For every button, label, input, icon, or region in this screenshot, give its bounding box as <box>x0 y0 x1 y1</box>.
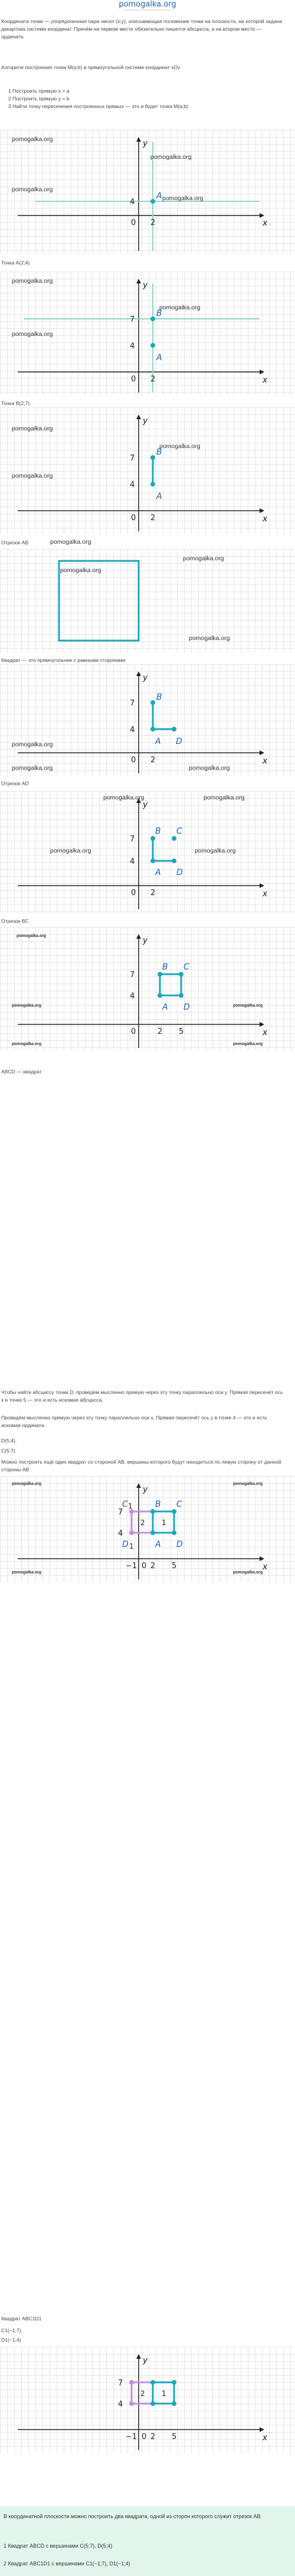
algorithm-steps <box>8 87 256 110</box>
svg-text:y: y <box>143 936 148 945</box>
watermark: pomogalka.org <box>12 277 53 285</box>
svg-text:D: D <box>176 737 182 746</box>
svg-text:x: x <box>263 756 268 766</box>
svg-text:x: x <box>263 889 268 899</box>
svg-text:2: 2 <box>150 514 156 523</box>
svg-text:B: B <box>156 448 162 457</box>
watermark: pomogalka.org <box>50 538 91 546</box>
step-3: 3 Найти точку пересечения построенных прямых — это и будет точка M(a;b) <box>8 103 189 109</box>
summary-item-2: 2 Квадрат ABC1D1 с вершинами C1(−1;7), D1(−1;4) <box>4 2561 130 2567</box>
svg-text:−1: −1 <box>126 1562 137 1571</box>
figure-two-squares <box>0 1476 295 1582</box>
watermark: pomogalka.org <box>12 425 53 432</box>
svg-text:4: 4 <box>130 726 135 734</box>
svg-text:B: B <box>155 1500 161 1509</box>
watermark: pomogalka.org <box>233 1004 263 1008</box>
watermark: pomogalka.org <box>195 847 236 854</box>
svg-text:D: D <box>122 1540 129 1549</box>
svg-text:4: 4 <box>130 857 135 866</box>
svg-text:2: 2 <box>150 218 156 227</box>
title-underline <box>124 9 171 11</box>
watermark: pomogalka.org <box>12 186 53 193</box>
watermark: pomogalka.org <box>189 765 230 772</box>
svg-text:x: x <box>263 218 268 228</box>
svg-text:2: 2 <box>150 375 156 384</box>
watermark: pomogalka.org <box>159 443 201 450</box>
svg-text:4: 4 <box>130 481 135 489</box>
svg-text:2: 2 <box>140 1519 145 1527</box>
point-c-coords: C(5;7) <box>1 1448 15 1454</box>
figure-point-a <box>0 130 295 254</box>
watermark: pomogalka.org <box>12 1042 42 1046</box>
svg-text:A: A <box>156 492 162 501</box>
svg-text:2: 2 <box>150 1562 156 1571</box>
svg-text:A: A <box>155 737 161 746</box>
svg-text:1: 1 <box>128 1502 133 1510</box>
svg-text:A: A <box>156 353 162 363</box>
algorithm-heading: Алгоритм построения точки M(a;b) в прямоугольной системе координат xOy <box>1 64 181 70</box>
watermark: pomogalka.org <box>60 567 101 574</box>
intro-paragraph: Координата точки — упорядоченная пара чисел (x;y), описывающая положение точки на плоскости, на которой задана декартова система координат. Причём на первом месте обязательно пишется абсцисса, а на втором месте — ордината. <box>1 18 283 40</box>
point-d1-coords: D1(−1;4) <box>1 2337 21 2343</box>
svg-text:2: 2 <box>150 2433 156 2441</box>
watermark: pomogalka.org <box>12 136 53 143</box>
point-c1-coords: C1(−1;7). <box>1 2327 23 2333</box>
summary-item-1: 1 Квадрат ABCD с вершинами C(5;7), D(5;4) <box>4 2543 113 2549</box>
svg-text:D: D <box>176 1540 183 1549</box>
svg-text:7: 7 <box>118 1508 123 1517</box>
svg-text:7: 7 <box>118 2379 123 2388</box>
svg-text:C: C <box>176 1500 182 1509</box>
svg-text:4: 4 <box>130 992 135 1001</box>
svg-text:1: 1 <box>162 1519 166 1527</box>
point-d-coords: D(5;4). <box>1 1438 17 1444</box>
watermark: pomogalka.org <box>150 154 192 161</box>
watermark: pomogalka.org <box>159 304 201 311</box>
svg-text:0: 0 <box>131 514 136 523</box>
summary-intro: В координатной плоскости можно построить два квадрата, одной из сторон которого служит отрезок AB. <box>4 2513 262 2519</box>
svg-text:y: y <box>143 800 148 809</box>
figure-segment-bc <box>0 791 295 912</box>
watermark: pomogalka.org <box>233 1482 263 1486</box>
caption-square-abc1d1: Квадрат ABC1D1 <box>1 2316 42 2322</box>
svg-text:B: B <box>155 827 161 836</box>
caption-point-b: Точка B(2;7). <box>1 400 31 406</box>
watermark: pomogalka.org <box>233 1571 263 1575</box>
svg-text:4: 4 <box>130 198 135 207</box>
svg-text:5: 5 <box>179 1027 184 1036</box>
watermark: pomogalka.org <box>183 555 224 562</box>
svg-text:−1: −1 <box>126 2433 137 2441</box>
svg-text:D: D <box>183 1003 190 1012</box>
svg-text:C: C <box>122 1500 128 1509</box>
svg-text:0: 0 <box>131 756 136 765</box>
caption-square-definition: Квадрат — это прямоугольник с равными сторонами <box>1 657 126 663</box>
watermark: pomogalka.org <box>12 1482 42 1486</box>
watermark: pomogalka.org <box>204 794 245 801</box>
svg-text:0: 0 <box>131 375 136 384</box>
watermark: pomogalka.org <box>12 331 53 338</box>
svg-text:B: B <box>162 962 168 972</box>
caption-square-abcd: ABCD — квадрат <box>1 1069 42 1075</box>
svg-text:4: 4 <box>130 342 135 351</box>
svg-text:x: x <box>263 2433 268 2443</box>
svg-text:2: 2 <box>158 1027 163 1036</box>
svg-text:1: 1 <box>162 2389 166 2398</box>
watermark: pomogalka.org <box>103 794 145 801</box>
watermark: pomogalka.org <box>189 635 230 642</box>
svg-text:B: B <box>156 693 162 702</box>
svg-text:A: A <box>155 868 161 877</box>
summary-box <box>0 2506 295 2576</box>
watermark: pomogalka.org <box>12 472 53 479</box>
figure-square-abcd <box>0 927 295 1051</box>
svg-text:y: y <box>143 1485 148 1494</box>
watermark: pomogalka.org <box>12 765 53 772</box>
figure-square-example <box>0 549 295 652</box>
svg-text:2: 2 <box>150 889 156 897</box>
svg-text:0: 0 <box>142 2433 147 2441</box>
svg-text:B: B <box>156 309 162 318</box>
caption-segment-ab: Отрезок AB <box>1 540 29 546</box>
svg-text:A: A <box>156 191 162 201</box>
figure-point-b <box>0 272 295 396</box>
figure-final <box>0 2347 295 2453</box>
svg-text:2: 2 <box>140 2389 145 2398</box>
svg-text:y: y <box>143 139 148 148</box>
svg-text:y: y <box>143 2356 148 2365</box>
text-find-ordinate: Проведём мысленно прямую через эту точку параллельно оси x. Прямая пересечёт ось y в точке 4 — это и есть искомая ордината. <box>1 1415 267 1428</box>
watermark: pomogalka.org <box>12 741 53 748</box>
svg-text:4: 4 <box>118 2400 123 2409</box>
watermark: pomogalka.org <box>162 195 204 202</box>
svg-text:5: 5 <box>172 2433 177 2441</box>
svg-text:4: 4 <box>118 1529 123 1538</box>
watermark: pomogalka.org <box>17 934 47 938</box>
svg-text:y: y <box>143 673 148 683</box>
point-a-marker <box>150 199 155 204</box>
svg-text:7: 7 <box>130 454 135 463</box>
svg-text:0: 0 <box>131 1027 136 1036</box>
svg-text:0: 0 <box>131 889 136 897</box>
caption-segment-bc: Отрезок BC <box>1 918 29 924</box>
svg-text:7: 7 <box>130 971 135 980</box>
figure-segment-ad <box>0 664 295 776</box>
svg-text:C: C <box>176 827 182 836</box>
svg-text:7: 7 <box>130 699 135 708</box>
svg-text:x: x <box>263 376 268 385</box>
svg-text:D: D <box>176 868 183 877</box>
svg-text:x: x <box>263 1562 268 1572</box>
svg-text:2: 2 <box>150 756 156 765</box>
svg-text:x: x <box>263 1028 268 1037</box>
svg-text:y: y <box>143 416 148 426</box>
figure-segment-ab <box>0 407 295 534</box>
svg-text:7: 7 <box>130 835 135 844</box>
text-find-abscissa: Чтобы найти абсциссу точки D, проведём мысленно прямую через эту точку параллельно оси y. Прямая пересечёт ось x в точке 5 — это и есть искомая абсцисса. <box>1 1389 283 1403</box>
watermark: pomogalka.org <box>233 1042 263 1046</box>
caption-segment-ad: Отрезок AD <box>1 781 29 786</box>
watermark: pomogalka.org <box>12 1004 42 1008</box>
svg-text:0: 0 <box>142 1562 147 1571</box>
caption-point-a: Точка A(2;4). <box>1 260 31 266</box>
svg-text:A: A <box>155 1540 161 1549</box>
svg-text:x: x <box>263 514 268 524</box>
svg-text:7: 7 <box>130 315 135 324</box>
step-1: 1 Построить прямую x = a <box>8 88 70 94</box>
svg-text:C: C <box>183 962 189 972</box>
site-title[interactable]: pomogalka.org <box>119 0 176 9</box>
svg-text:1: 1 <box>129 1542 134 1550</box>
svg-text:A: A <box>162 1003 168 1012</box>
watermark: pomogalka.org <box>12 1571 42 1575</box>
svg-text:y: y <box>143 280 148 290</box>
svg-text:5: 5 <box>172 1562 177 1571</box>
svg-text:0: 0 <box>131 218 136 227</box>
watermark: pomogalka.org <box>50 847 91 854</box>
text-second-square: Можно построить ещё один квадрат со стороной AB, вершины которого будут находиться по левую сторону от данной стороны AB <box>1 1459 281 1473</box>
step-2: 2 Построить прямую y = b <box>8 96 70 102</box>
